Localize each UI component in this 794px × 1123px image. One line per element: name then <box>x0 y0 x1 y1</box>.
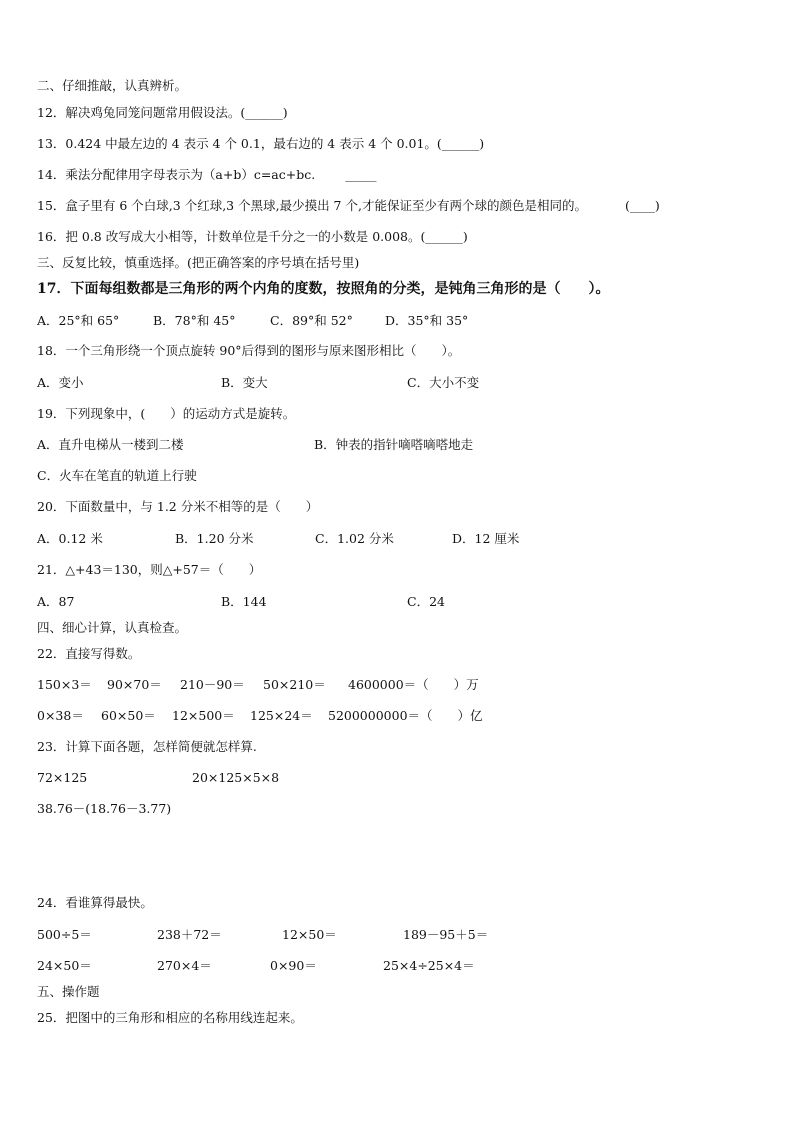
calc-item: 25×4÷25×4＝ <box>383 958 475 973</box>
section-5-title: 五、操作题 <box>37 984 100 999</box>
option-d: D．35°和 35° <box>385 313 469 328</box>
option-c: C．89°和 52° <box>270 313 353 328</box>
calc-item: 238＋72＝ <box>157 927 222 942</box>
option-a: A．25°和 65° <box>37 313 120 328</box>
section-3-title: 三、反复比较，慎重选择。(把正确答案的序号填在括号里) <box>37 255 360 270</box>
option-c: C．火车在笔直的轨道上行驶 <box>37 468 197 483</box>
calc-item: 50×210＝ <box>263 677 326 692</box>
calc-item: 0×38＝ <box>37 708 84 723</box>
question-15 <box>37 198 660 214</box>
calc-item: 72×125 <box>37 770 88 785</box>
calc-item: 125×24＝ <box>250 708 313 723</box>
option-c: C．24 <box>407 594 445 609</box>
section-4-title: 四、细心计算，认真检查。 <box>37 620 188 635</box>
option-a: A．0.12 米 <box>37 531 103 546</box>
calc-item: 24×50＝ <box>37 958 92 973</box>
calc-item: 12×50＝ <box>282 927 337 942</box>
question-15-paren: (____) <box>624 198 660 213</box>
option-b: B．78°和 45° <box>153 313 236 328</box>
option-c: C．大小不变 <box>407 375 480 390</box>
question-19-options-row2 <box>37 468 197 484</box>
calc-item: 500÷5＝ <box>37 927 92 942</box>
calc-item: 270×4＝ <box>157 958 212 973</box>
option-a: A．变小 <box>37 375 84 390</box>
option-b: B．1.20 分米 <box>175 531 254 546</box>
section-2-title: 二、仔细推敲，认真辨析。 <box>37 78 188 93</box>
calc-item: 210－90＝ <box>180 677 245 692</box>
question-16: 16．把 0.8 改写成大小相等，计数单位是千分之一的小数是 0.008。(______) <box>37 229 468 244</box>
question-21-stem: 21．△+43＝130，则△+57＝（ ） <box>37 562 262 577</box>
question-13: 13．0.424 中最左边的 4 表示 4 个 0.1，最右边的 4 表示 4 个 0.01。(______) <box>37 136 485 151</box>
calc-item: 20×125×5×8 <box>192 770 280 785</box>
option-b: B．变大 <box>221 375 268 390</box>
question-22-stem: 22．直接写得数。 <box>37 646 141 661</box>
question-19-stem: 19．下列现象中，( ）的运动方式是旋转。 <box>37 406 296 421</box>
question-25: 25．把图中的三角形和相应的名称用线连起来。 <box>37 1010 303 1025</box>
question-20-stem: 20．下面数量中，与 1.2 分米不相等的是（ ） <box>37 499 319 514</box>
question-17-stem: 17．下面每组数都是三角形的两个内角的度数，按照角的分类，是钝角三角形的是（ ）。 <box>37 281 610 297</box>
option-b: B．144 <box>221 594 267 609</box>
option-a: A．直升电梯从一楼到二楼 <box>37 437 184 452</box>
question-12: 12．解决鸡兔同笼问题常用假设法。(______) <box>37 105 288 120</box>
question-23-stem: 23．计算下面各题，怎样简便就怎样算. <box>37 739 257 754</box>
option-a: A．87 <box>37 594 75 609</box>
calc-item: 0×90＝ <box>270 958 317 973</box>
question-24-stem: 24．看谁算得最快。 <box>37 895 153 910</box>
calc-item: 189－95＋5＝ <box>403 927 489 942</box>
question-18-stem: 18．一个三角形绕一个顶点旋转 90°后得到的图形与原来图形相比（ ）。 <box>37 343 461 358</box>
option-b: B．钟表的指针嘀嗒嘀嗒地走 <box>314 437 474 452</box>
question-14 <box>37 167 376 183</box>
option-c: C．1.02 分米 <box>315 531 394 546</box>
calc-item: 90×70＝ <box>107 677 162 692</box>
question-14-blank: _____ <box>345 167 377 182</box>
calc-item: 60×50＝ <box>101 708 156 723</box>
calc-item: 4600000＝（ ）万 <box>348 677 479 692</box>
calc-item: 5200000000＝（ ）亿 <box>328 708 483 723</box>
question-23-row2 <box>37 801 171 817</box>
question-14-text: 14．乘法分配律用字母表示为（a+b）c=ac+bc. <box>37 167 316 182</box>
calc-item: 38.76－(18.76－3.77) <box>37 801 172 816</box>
question-15-text: 15．盒子里有 6 个白球,3 个红球,3 个黑球,最少摸出 7 个,才能保证至少有两个球的颜色是相同的。 <box>37 198 587 213</box>
calc-item: 150×3＝ <box>37 677 92 692</box>
calc-item: 12×500＝ <box>172 708 235 723</box>
option-d: D．12 厘米 <box>452 531 520 546</box>
